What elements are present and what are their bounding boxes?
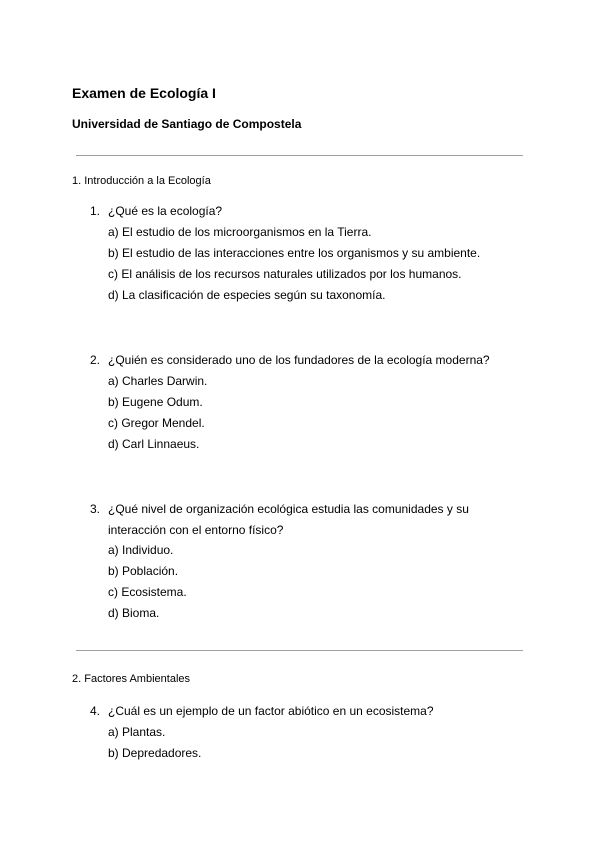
section-divider (76, 155, 523, 156)
question-number: 3. (90, 502, 101, 516)
question-4 (90, 701, 510, 764)
question-2 (90, 350, 510, 455)
question-prompt: ¿Qué es la ecología? (108, 204, 223, 218)
answer-option-d: d) La clasificación de especies según su taxonomía. (108, 287, 386, 302)
section-divider (76, 650, 523, 651)
answer-option-a: a) Plantas. (108, 724, 166, 739)
answer-option-c: c) Gregor Mendel. (108, 415, 205, 430)
question-text (90, 201, 510, 222)
answer-option-b: b) Eugene Odum. (108, 394, 203, 409)
answer-option-d: d) Carl Linnaeus. (108, 436, 200, 451)
question-prompt: ¿Qué nivel de organización ecológica estudia las comunidades y su (108, 502, 469, 516)
answer-option-c: c) Ecosistema. (108, 585, 187, 599)
question-number: 2. (90, 353, 101, 367)
section-heading: 1. Introducción a la Ecología (72, 175, 211, 187)
answer-option-b: b) Depredadores. (108, 745, 202, 760)
answer-options (90, 222, 510, 306)
question-text (90, 350, 510, 371)
answer-option-b: b) Población. (108, 564, 179, 578)
answer-option-a: a) Individuo. (108, 543, 174, 557)
question-number: 1. (90, 204, 101, 218)
question-3 (90, 499, 510, 624)
answer-options (90, 371, 510, 455)
answer-option-a: a) Charles Darwin. (108, 373, 208, 388)
question-prompt: ¿Cuál es un ejemplo de un factor abiótico en un ecosistema? (108, 704, 434, 718)
question-prompt-continued: interacción con el entorno físico? (108, 522, 284, 537)
question-number: 4. (90, 704, 101, 718)
answer-options (90, 540, 510, 624)
document-subtitle: Universidad de Santiago de Compostela (72, 117, 302, 131)
question-prompt: ¿Quién es considerado uno de los fundadores de la ecología moderna? (108, 353, 490, 367)
question-text (90, 499, 510, 520)
section-heading: 2. Factores Ambientales (72, 673, 191, 685)
answer-options (90, 722, 510, 764)
answer-option-c: c) El análisis de los recursos naturales utilizados por los humanos. (108, 266, 462, 281)
document-title: Examen de Ecología I (72, 85, 216, 101)
answer-option-d: d) Bioma. (108, 606, 160, 620)
answer-option-b: b) El estudio de las interacciones entre los organismos y su ambiente. (108, 245, 481, 260)
question-1 (90, 201, 510, 306)
answer-option-a: a) El estudio de los microorganismos en la Tierra. (108, 224, 372, 239)
question-text (90, 701, 510, 722)
